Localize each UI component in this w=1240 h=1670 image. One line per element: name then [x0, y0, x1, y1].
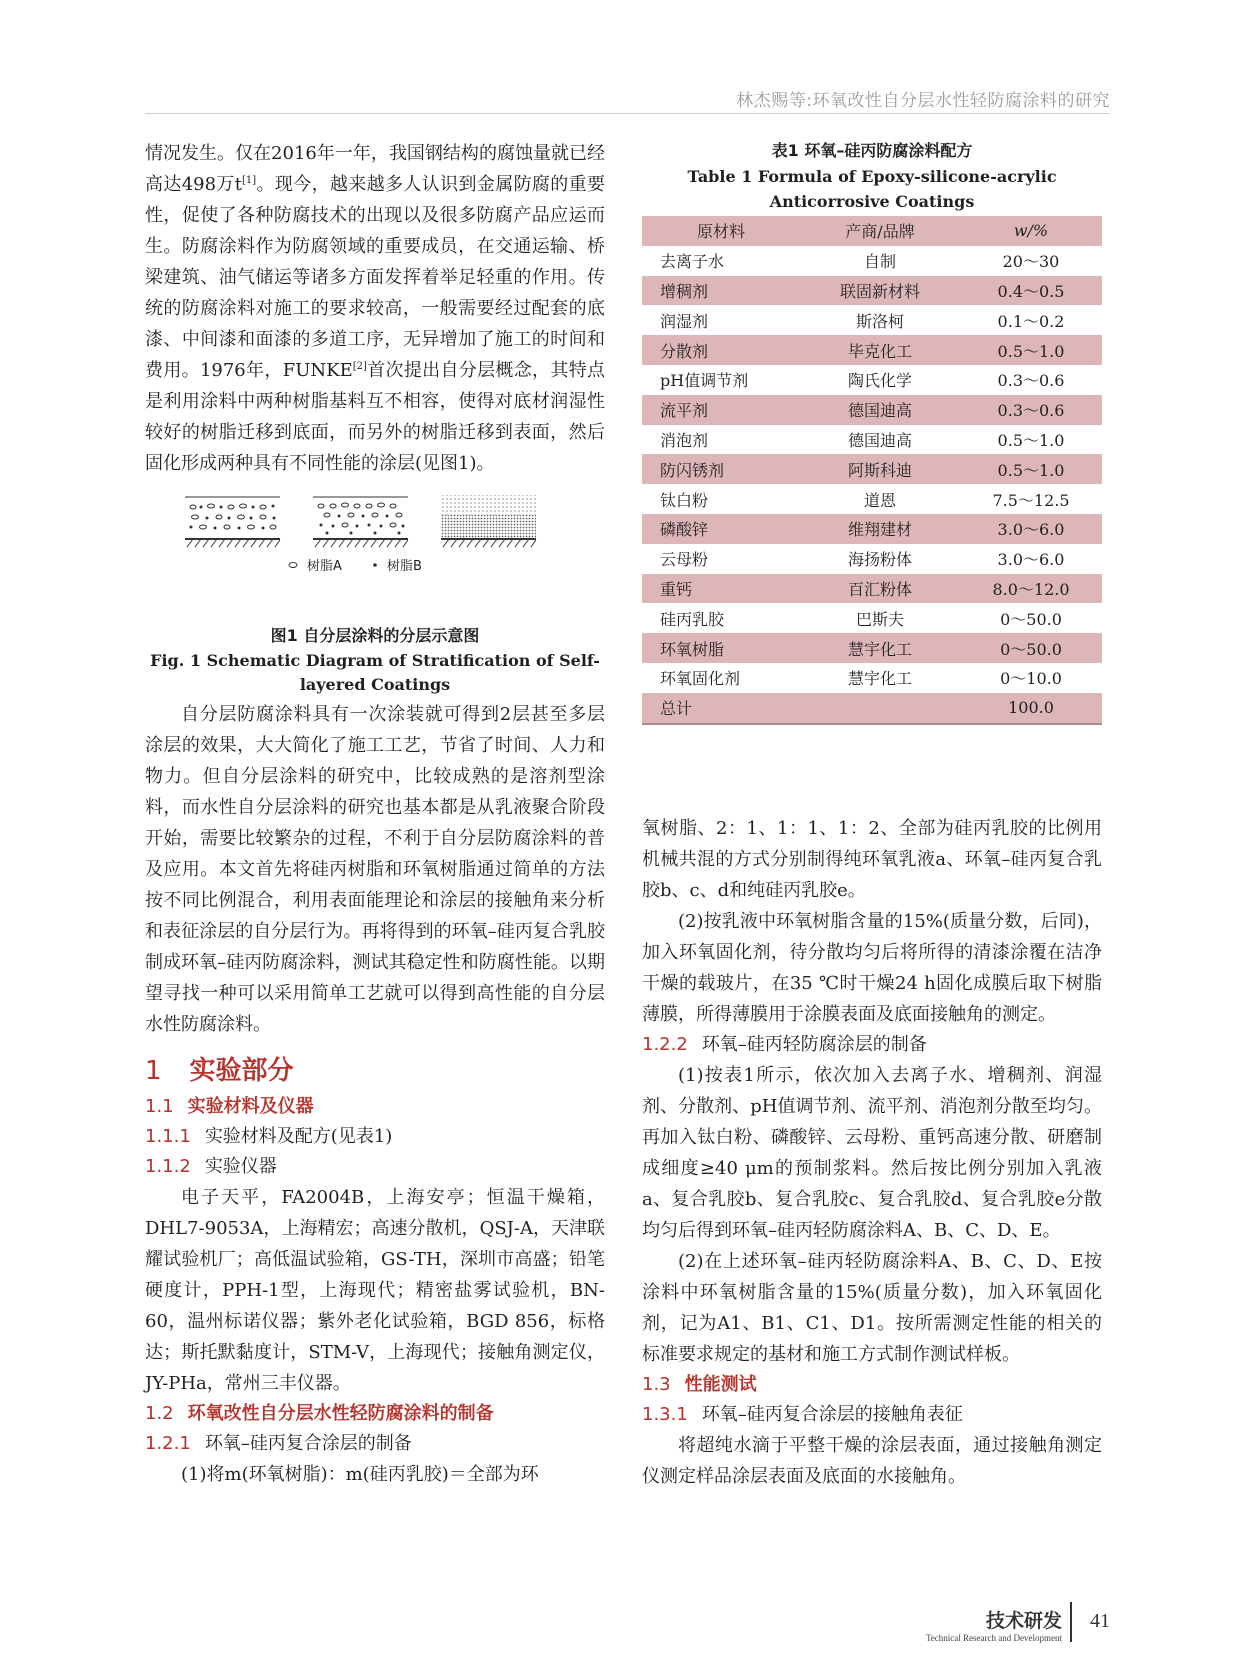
- cell-material: 防闪锈剂: [642, 454, 800, 484]
- cell-mass-fraction: 0～50.0: [960, 633, 1102, 663]
- cell-brand: 百汇粉体: [800, 574, 960, 604]
- header-material: 原材料: [642, 216, 800, 246]
- cell-material: 环氧固化剂: [660, 669, 741, 689]
- section-title: 性能测试: [684, 1373, 757, 1395]
- section-1-heading: [145, 1054, 605, 1088]
- legend-resin-a-label: 树脂A: [307, 559, 342, 574]
- legend-resin-b-icon: [373, 563, 377, 567]
- figure-caption-en: Fig. 1 Schematic Diagram of Stratification of Self-layered Coatings: [150, 651, 600, 694]
- cell-mass-fraction: 3.0～6.0: [960, 514, 1102, 544]
- cell-brand: [800, 693, 960, 724]
- section-1-2-2-heading: [642, 1030, 1102, 1060]
- section-number: 1.2: [145, 1403, 174, 1424]
- cell-brand: 陶氏化学: [847, 371, 912, 391]
- cell-mass-fraction: 7.5～12.5: [992, 490, 1070, 510]
- section-title: 实验部分: [189, 1056, 294, 1086]
- page-number: 41: [1090, 1610, 1110, 1632]
- instruments-paragraph: 电子天平，FA2004B，上海安亭；恒温干燥箱，DHL7-9053A，上海精宏；高速分散机，QSJ-A，天津联耀试验机厂；高低温试验箱，GS-TH，深圳市高盛；铅笔硬度计，PPH-1型，上海现代；精密盐雾试验机，BN-60，温州标诺仪器；紫外老化试验箱，BGD 856，标格达；斯托默黏度计，STM-V，上海现代；接触角测定仪，JY-PHa，常州三丰仪器。: [145, 1187, 605, 1394]
- cell-material: 钛白粉: [660, 490, 709, 510]
- preparation-paragraph-1: (1)将m(环氧树脂)：m(硅丙乳胶)＝全部为环: [181, 1464, 539, 1485]
- table-caption-en: Table 1 Formula of Epoxy-silicone-acrylic Anticorrosive Coatings: [687, 167, 1057, 211]
- table-row: [642, 276, 1102, 306]
- right-paragraph-5: 将超纯水滴于平整干燥的涂层表面，通过接触角测定仪测定样品涂层表面及底面的水接触角。: [642, 1434, 1102, 1487]
- formula-table: [642, 216, 1102, 725]
- section-title: 实验材料及仪器: [187, 1096, 314, 1117]
- section-number: 1.1.1: [145, 1126, 191, 1147]
- section-number: 1.3.1: [642, 1403, 688, 1425]
- cell-brand: 道恩: [863, 490, 896, 510]
- section-title: 实验仪器: [204, 1156, 277, 1177]
- section-title: 环氧–硅丙复合涂层的制备: [204, 1433, 412, 1454]
- cell-mass-fraction: 0.3～0.6: [997, 371, 1065, 391]
- cell-mass-fraction: 8.0～12.0: [960, 574, 1102, 604]
- cell-mass-fraction: 20～30: [1002, 252, 1060, 272]
- table-row: [642, 365, 1102, 395]
- running-title: 林杰赐等:环氧改性自分层水性轻防腐涂料的研究: [736, 91, 1110, 111]
- table-row: [642, 305, 1102, 335]
- right-paragraph-3: (1)按表1所示，依次加入去离子水、增稠剂、润湿剂、分散剂、pH值调节剂、流平剂、消泡剂分散至均匀。再加入钛白粉、磷酸锌、云母粉、重钙高速分散、研磨制成细度≥40 μm的预制浆料。然后按比例分别加入乳液a、复合乳胶b、复合乳胶c、复合乳胶d、复合乳胶e分散均匀后得到环氧–硅丙轻防腐涂料A、B、C、D、E。: [642, 1064, 1102, 1241]
- cell-material: 云母粉: [660, 550, 709, 570]
- cell-brand: 自制: [863, 252, 896, 272]
- section-number: 1: [145, 1056, 162, 1086]
- cell-brand: 德国迪高: [800, 395, 960, 425]
- section-1-1-heading: [145, 1092, 605, 1122]
- section-number: 1.2.2: [642, 1033, 688, 1055]
- section-1-3-heading: [642, 1370, 1102, 1400]
- right-paragraph-1: 氧树脂、2：1、1：1、1：2、全部为硅丙乳胶的比例用机械共混的方式分别制得纯环氧乳液a、环氧–硅丙复合乳胶b、c、d和纯硅丙乳胶e。: [642, 817, 1102, 901]
- right-column: [642, 138, 1102, 1492]
- journal-name-cn: 技术研发: [985, 1610, 1062, 1632]
- intro-paragraph: [145, 138, 605, 479]
- cell-mass-fraction: 100.0: [960, 693, 1102, 724]
- table-row: [642, 693, 1102, 724]
- section-title: 环氧改性自分层水性轻防腐涂料的制备: [187, 1403, 494, 1424]
- panel-stratified: [441, 495, 536, 547]
- cell-material: 磷酸锌: [642, 514, 800, 544]
- right-paragraph-4: (2)在上述环氧–硅丙轻防腐涂料A、B、C、D、E按涂料中环氧树脂含量的15%(质量分数)，加入环氧固化剂，记为A1、B1、C1、D1。按所需测定性能的相关的标准要求规定的基材和施工方式制作测试样板。: [642, 1250, 1102, 1365]
- table-row: [642, 454, 1102, 484]
- citation-1[interactable]: [1]: [242, 175, 257, 186]
- table-row: [642, 633, 1102, 663]
- table-row: [642, 514, 1102, 544]
- cell-mass-fraction: 0.5～1.0: [960, 454, 1102, 484]
- footer-divider: [1070, 1602, 1072, 1642]
- table-row: [642, 484, 1102, 514]
- cell-mass-fraction: 3.0～6.0: [997, 550, 1065, 570]
- table-row: [642, 663, 1102, 693]
- section-1-1-2-heading: [145, 1152, 605, 1182]
- table-header-row: [642, 216, 1102, 246]
- table-row: [642, 395, 1102, 425]
- header-brand: 产商/品牌: [800, 216, 960, 246]
- legend-resin-a-icon: [289, 563, 297, 568]
- cell-mass-fraction: 0.3～0.6: [960, 395, 1102, 425]
- section-title: 环氧–硅丙轻防腐涂层的制备: [701, 1033, 927, 1055]
- cell-material: 总计: [642, 693, 800, 724]
- cell-material: 消泡剂: [660, 430, 709, 450]
- cell-brand: 阿斯科迪: [800, 454, 960, 484]
- legend-resin-b-label: 树脂B: [387, 559, 422, 574]
- cell-brand: 德国迪高: [847, 430, 912, 450]
- cell-mass-fraction: 0.5～1.0: [960, 335, 1102, 365]
- section-1-2-heading: [145, 1399, 605, 1429]
- section-number: 1.2.1: [145, 1433, 191, 1454]
- cell-brand: 巴斯夫: [855, 609, 904, 629]
- cell-material: 润湿剂: [660, 311, 709, 331]
- cell-material: pH值调节剂: [660, 371, 749, 391]
- table-row: [642, 425, 1102, 455]
- table-row: [642, 544, 1102, 574]
- intro-text-b: 。现今，越来越多人认识到金属防腐的重要性，促使了各种防腐技术的出现以及很多防腐产品应运而生。防腐涂料作为防腐领域的重要成员，在交通运输、桥梁建筑、油气储运等诸多方面发挥着举足轻重的作用。传统的防腐涂料对施工的要求较高，一般需要经过配套的底漆、中间漆和面漆的多道工序，无异增加了施工的时间和费用。1976年，FUNKE: [145, 174, 606, 381]
- journal-name-en: Technical Research and Development: [925, 1633, 1062, 1643]
- panel-mixed: [185, 497, 280, 547]
- section-title: 环氧–硅丙复合涂层的接触角表征: [701, 1403, 963, 1425]
- citation-2[interactable]: [2]: [352, 361, 367, 372]
- cell-mass-fraction: 0～50.0: [1000, 609, 1062, 629]
- section-number: 1.1.2: [145, 1156, 191, 1177]
- cell-mass-fraction: 0～10.0: [1000, 669, 1062, 689]
- figure-1: [145, 493, 605, 621]
- table-row: [642, 574, 1102, 604]
- header-rule: [145, 113, 1110, 114]
- paragraph-2: 自分层防腐涂料具有一次涂装就可得到2层甚至多层涂层的效果，大大简化了施工工艺，节省了时间、人力和物力。但自分层涂料的研究中，比较成熟的是溶剂型涂料，而水性自分层涂料的研究也基本都是从乳液聚合阶段开始，需要比较繁杂的过程，不利于自分层防腐涂料的普及应用。本文首先将硅丙树脂和环氧树脂通过简单的方法按不同比例混合，利用表面能理论和涂层的接触角来分析和表征涂层的自分层行为。再将得到的环氧–硅丙复合乳胶制成环氧–硅丙防腐涂料，测试其稳定性和防腐性能。以期望寻找一种可以采用简单工艺就可以得到高性能的自分层水性防腐涂料。: [145, 704, 605, 1035]
- cell-material: 硅丙乳胶: [660, 609, 725, 629]
- table-row: [642, 335, 1102, 365]
- panel-separating: [313, 497, 408, 547]
- cell-mass-fraction: 0.5～1.0: [997, 430, 1065, 450]
- section-number: 1.1: [145, 1096, 174, 1117]
- cell-mass-fraction: 0.4～0.5: [960, 276, 1102, 306]
- cell-material: 去离子水: [660, 252, 725, 272]
- section-title: 实验材料及配方(见表1): [204, 1126, 393, 1147]
- left-column: [145, 138, 605, 1490]
- table-caption-cn: 表1 环氧–硅丙防腐涂料配方: [771, 141, 973, 160]
- table-row: [642, 603, 1102, 633]
- cell-material: 流平剂: [642, 395, 800, 425]
- cell-brand: 慧宇化工: [800, 633, 960, 663]
- intro-text-a: 情况发生。仅在2016年一年，我国钢结构的腐蚀量就已经高达498万t: [145, 143, 605, 195]
- table-row: [642, 246, 1102, 276]
- cell-brand: 慧宇化工: [847, 669, 912, 689]
- cell-brand: 斯洛柯: [855, 311, 904, 331]
- header-mass-fraction: w/%: [960, 216, 1102, 246]
- stratification-diagram: [185, 493, 565, 593]
- cell-mass-fraction: 0.1～0.2: [997, 311, 1065, 331]
- section-number: 1.3: [642, 1373, 671, 1395]
- section-1-3-1-heading: [642, 1400, 1102, 1430]
- cell-material: 分散剂: [642, 335, 800, 365]
- cell-material: 重钙: [642, 574, 800, 604]
- cell-material: 增稠剂: [642, 276, 800, 306]
- cell-brand: 海扬粉体: [847, 550, 912, 570]
- cell-brand: 联固新材料: [800, 276, 960, 306]
- cell-material: 环氧树脂: [642, 633, 800, 663]
- intro-text-c: 首次提出自分层概念，其特点是利用涂料中两种树脂基料互不相容，使得对底材润湿性较好的树脂迁移到底面，而另外的树脂迁移到表面，然后固化形成两种具有不同性能的涂层(见图1)。: [145, 360, 606, 474]
- right-paragraph-2: (2)按乳液中环氧树脂含量的15%(质量分数，后同)，加入环氧固化剂，待分散均匀后将所得的清漆涂覆在洁净干燥的载玻片，在35 ℃时干燥24 h固化成膜后取下树脂薄膜，所得薄膜用于涂膜表面及底面接触角的测定。: [642, 910, 1102, 1025]
- section-1-2-1-heading: [145, 1429, 605, 1459]
- cell-brand: 毕克化工: [800, 335, 960, 365]
- cell-brand: 维翔建材: [800, 514, 960, 544]
- section-1-1-1-heading: [145, 1122, 605, 1152]
- figure-caption-cn: 图1 自分层涂料的分层示意图: [270, 626, 480, 645]
